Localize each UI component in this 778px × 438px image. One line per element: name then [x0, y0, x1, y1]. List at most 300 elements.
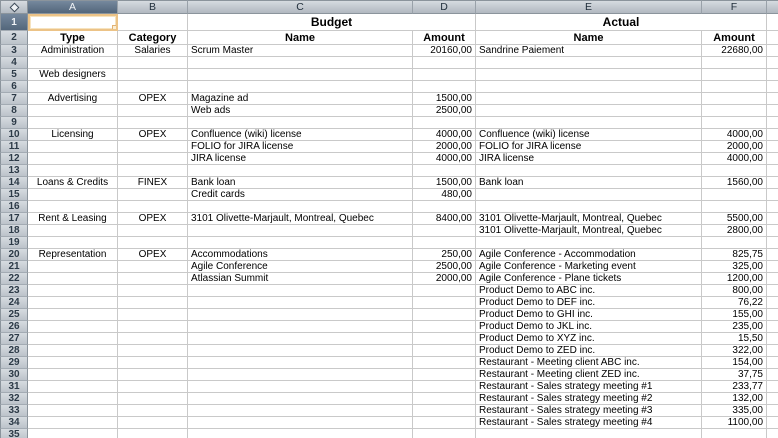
cell-E21[interactable]: Agile Conference - Marketing event: [476, 261, 702, 273]
cell-E31[interactable]: Restaurant - Sales strategy meeting #1: [476, 381, 702, 393]
cell-F30[interactable]: 37,75: [702, 369, 767, 381]
cell-C12[interactable]: JIRA license: [188, 153, 413, 165]
cell-A33[interactable]: [28, 405, 118, 417]
cell-B15[interactable]: [118, 189, 188, 201]
row-header-24[interactable]: 24: [0, 297, 28, 309]
row-header-2[interactable]: 2: [0, 31, 28, 45]
cell-C35[interactable]: [188, 429, 413, 438]
cell-E15[interactable]: [476, 189, 702, 201]
cell-C10[interactable]: Confluence (wiki) license: [188, 129, 413, 141]
spreadsheet-row-30: [0, 369, 778, 381]
cell-A11[interactable]: [28, 141, 118, 153]
cell-F3[interactable]: 22680,00: [702, 45, 767, 57]
cell-F23[interactable]: 800,00: [702, 285, 767, 297]
cell-B22[interactable]: [118, 273, 188, 285]
cell-B25[interactable]: [118, 309, 188, 321]
cell-D30[interactable]: [413, 369, 476, 381]
cell-B5[interactable]: [118, 69, 188, 81]
cell-B23[interactable]: [118, 285, 188, 297]
row-header-35[interactable]: 35: [0, 429, 28, 438]
cell-B21[interactable]: [118, 261, 188, 273]
cell-A35[interactable]: [28, 429, 118, 438]
cell-D18[interactable]: [413, 225, 476, 237]
cell-D31[interactable]: [413, 381, 476, 393]
cell-E19[interactable]: [476, 237, 702, 249]
cell-E35[interactable]: [476, 429, 702, 438]
cell-A26[interactable]: [28, 321, 118, 333]
cell-C9[interactable]: [188, 117, 413, 129]
cell-F14[interactable]: 1560,00: [702, 177, 767, 189]
cell-F18[interactable]: 2800,00: [702, 225, 767, 237]
spreadsheet-row-2: [0, 31, 778, 45]
cell-A3[interactable]: Administration: [28, 45, 118, 57]
row-header-34[interactable]: 34: [0, 417, 28, 429]
cell-D15[interactable]: 480,00: [413, 189, 476, 201]
cell-A32[interactable]: [28, 393, 118, 405]
cell-G32-partial[interactable]: [767, 393, 778, 405]
cell-G24-partial[interactable]: [767, 297, 778, 309]
cell-G22-partial[interactable]: [767, 273, 778, 285]
cell-G31-partial[interactable]: [767, 381, 778, 393]
cell-E6[interactable]: [476, 81, 702, 93]
cell-A21[interactable]: [28, 261, 118, 273]
cell-G21-partial[interactable]: [767, 261, 778, 273]
cell-D26[interactable]: [413, 321, 476, 333]
cell-D28[interactable]: [413, 345, 476, 357]
cell-D2-amount-title[interactable]: Amount: [413, 31, 476, 45]
row-header-30[interactable]: 30: [0, 369, 28, 381]
cell-C27[interactable]: [188, 333, 413, 345]
row-header-6[interactable]: 6: [0, 81, 28, 93]
cell-C19[interactable]: [188, 237, 413, 249]
row-header-29[interactable]: 29: [0, 357, 28, 369]
cell-B11[interactable]: [118, 141, 188, 153]
cell-D14[interactable]: 1500,00: [413, 177, 476, 189]
cell-G4-partial[interactable]: [767, 57, 778, 69]
cell-B29[interactable]: [118, 357, 188, 369]
cell-C22[interactable]: Atlassian Summit: [188, 273, 413, 285]
cell-G6-partial[interactable]: [767, 81, 778, 93]
cell-E26[interactable]: Product Demo to JKL inc.: [476, 321, 702, 333]
cell-A12[interactable]: [28, 153, 118, 165]
cell-B33[interactable]: [118, 405, 188, 417]
cell-G23-partial[interactable]: [767, 285, 778, 297]
cell-E11[interactable]: FOLIO for JIRA license: [476, 141, 702, 153]
cell-G26-partial[interactable]: [767, 321, 778, 333]
cell-F15[interactable]: [702, 189, 767, 201]
cell-G12-partial[interactable]: [767, 153, 778, 165]
cell-E14[interactable]: Bank loan: [476, 177, 702, 189]
cell-D22[interactable]: 2000,00: [413, 273, 476, 285]
cell-F32[interactable]: 132,00: [702, 393, 767, 405]
cell-G28-partial[interactable]: [767, 345, 778, 357]
cell-E10[interactable]: Confluence (wiki) license: [476, 129, 702, 141]
cell-A24[interactable]: [28, 297, 118, 309]
row-header-12[interactable]: 12: [0, 153, 28, 165]
cell-C4[interactable]: [188, 57, 413, 69]
cell-A13[interactable]: [28, 165, 118, 177]
cell-C20[interactable]: Accommodations: [188, 249, 413, 261]
cell-C14[interactable]: Bank loan: [188, 177, 413, 189]
cell-F16[interactable]: [702, 201, 767, 213]
cell-A22[interactable]: [28, 273, 118, 285]
spreadsheet-row-10: [0, 129, 778, 141]
cell-A20[interactable]: Representation: [28, 249, 118, 261]
row-header-13[interactable]: 13: [0, 165, 28, 177]
cell-G14-partial[interactable]: [767, 177, 778, 189]
cell-D7[interactable]: 1500,00: [413, 93, 476, 105]
cell-C2-name-title[interactable]: Name: [188, 31, 413, 45]
column-header-C[interactable]: C: [188, 0, 413, 14]
cell-C16[interactable]: [188, 201, 413, 213]
column-header-partial[interactable]: [767, 0, 778, 14]
spreadsheet-row-31: [0, 381, 778, 393]
cell-F8[interactable]: [702, 105, 767, 117]
row-header-10[interactable]: 10: [0, 129, 28, 141]
cell-D24[interactable]: [413, 297, 476, 309]
cell-C23[interactable]: [188, 285, 413, 297]
cell-G29-partial[interactable]: [767, 357, 778, 369]
row-header-26[interactable]: 26: [0, 321, 28, 333]
cell-F17[interactable]: 5500,00: [702, 213, 767, 225]
cell-F26[interactable]: 235,00: [702, 321, 767, 333]
cell-G17-partial[interactable]: [767, 213, 778, 225]
cell-D19[interactable]: [413, 237, 476, 249]
cell-G16-partial[interactable]: [767, 201, 778, 213]
cell-G33-partial[interactable]: [767, 405, 778, 417]
cell-G11-partial[interactable]: [767, 141, 778, 153]
cell-E2-name-title[interactable]: Name: [476, 31, 702, 45]
cell-F13[interactable]: [702, 165, 767, 177]
cell-G13-partial[interactable]: [767, 165, 778, 177]
cell-G35-partial[interactable]: [767, 429, 778, 438]
cell-G10-partial[interactable]: [767, 129, 778, 141]
cell-E5[interactable]: [476, 69, 702, 81]
cell-D11[interactable]: 2000,00: [413, 141, 476, 153]
cell-A25[interactable]: [28, 309, 118, 321]
cell-D13[interactable]: [413, 165, 476, 177]
row-header-31[interactable]: 31: [0, 381, 28, 393]
cell-F21[interactable]: 325,00: [702, 261, 767, 273]
row-header-7[interactable]: 7: [0, 93, 28, 105]
cell-F7[interactable]: [702, 93, 767, 105]
cell-C18[interactable]: [188, 225, 413, 237]
cell-E17[interactable]: 3101 Olivette-Marjault, Montreal, Quebec: [476, 213, 702, 225]
cell-F20[interactable]: 825,75: [702, 249, 767, 261]
cell-E4[interactable]: [476, 57, 702, 69]
cell-A10[interactable]: Licensing: [28, 129, 118, 141]
cell-C5[interactable]: [188, 69, 413, 81]
cell-D8[interactable]: 2500,00: [413, 105, 476, 117]
cell-D4[interactable]: [413, 57, 476, 69]
row-header-28[interactable]: 28: [0, 345, 28, 357]
cell-A14[interactable]: Loans & Credits: [28, 177, 118, 189]
cell-D9[interactable]: [413, 117, 476, 129]
cell-D6[interactable]: [413, 81, 476, 93]
cell-B31[interactable]: [118, 381, 188, 393]
cell-E25[interactable]: Product Demo to GHI inc.: [476, 309, 702, 321]
cell-G5-partial[interactable]: [767, 69, 778, 81]
cell-A2-type-title[interactable]: Type: [28, 31, 118, 45]
row-header-3[interactable]: 3: [0, 45, 28, 57]
row-header-20[interactable]: 20: [0, 249, 28, 261]
cell-F6[interactable]: [702, 81, 767, 93]
cell-F34[interactable]: 1100,00: [702, 417, 767, 429]
cell-B1[interactable]: [118, 14, 188, 31]
cell-D34[interactable]: [413, 417, 476, 429]
row-header-22[interactable]: 22: [0, 273, 28, 285]
spreadsheet-body: [0, 45, 778, 438]
cell-F33[interactable]: 335,00: [702, 405, 767, 417]
cell-E13[interactable]: [476, 165, 702, 177]
cell-B19[interactable]: [118, 237, 188, 249]
cell-C32[interactable]: [188, 393, 413, 405]
cell-E34[interactable]: Restaurant - Sales strategy meeting #4: [476, 417, 702, 429]
cell-B4[interactable]: [118, 57, 188, 69]
cell-E22[interactable]: Agile Conference - Plane tickets: [476, 273, 702, 285]
cell-C21[interactable]: Agile Conference: [188, 261, 413, 273]
cell-D27[interactable]: [413, 333, 476, 345]
cell-F2-amount-title[interactable]: Amount: [702, 31, 767, 45]
cell-A19[interactable]: [28, 237, 118, 249]
cell-B9[interactable]: [118, 117, 188, 129]
cell-C6[interactable]: [188, 81, 413, 93]
cell-C33[interactable]: [188, 405, 413, 417]
cell-E24[interactable]: Product Demo to DEF inc.: [476, 297, 702, 309]
cell-A28[interactable]: [28, 345, 118, 357]
cell-F4[interactable]: [702, 57, 767, 69]
cell-A5[interactable]: Web designers: [28, 69, 118, 81]
cell-B14[interactable]: FINEX: [118, 177, 188, 189]
cell-B6[interactable]: [118, 81, 188, 93]
column-header-E[interactable]: E: [476, 0, 702, 14]
cell-C29[interactable]: [188, 357, 413, 369]
cell-G20-partial[interactable]: [767, 249, 778, 261]
row-header-14[interactable]: 14: [0, 177, 28, 189]
cell-G19-partial[interactable]: [767, 237, 778, 249]
cell-C28[interactable]: [188, 345, 413, 357]
cell-G7-partial[interactable]: [767, 93, 778, 105]
cell-C17[interactable]: 3101 Olivette-Marjault, Montreal, Quebec: [188, 213, 413, 225]
cell-C11[interactable]: FOLIO for JIRA license: [188, 141, 413, 153]
cell-A1-selected[interactable]: [28, 14, 118, 31]
cell-E16[interactable]: [476, 201, 702, 213]
cell-C8[interactable]: Web ads: [188, 105, 413, 117]
cell-E9[interactable]: [476, 117, 702, 129]
cell-G27-partial[interactable]: [767, 333, 778, 345]
row-header-33[interactable]: 33: [0, 405, 28, 417]
cell-B2-category-title[interactable]: Category: [118, 31, 188, 45]
cell-B10[interactable]: OPEX: [118, 129, 188, 141]
row-header-32[interactable]: 32: [0, 393, 28, 405]
cell-C1-budget-group-header[interactable]: Budget: [188, 14, 476, 31]
row-header-21[interactable]: 21: [0, 261, 28, 273]
cell-E30[interactable]: Restaurant - Meeting client ZED inc.: [476, 369, 702, 381]
cell-E12[interactable]: JIRA license: [476, 153, 702, 165]
row-header-8[interactable]: 8: [0, 105, 28, 117]
cell-D10[interactable]: 4000,00: [413, 129, 476, 141]
column-header-B[interactable]: B: [118, 0, 188, 14]
cell-B18[interactable]: [118, 225, 188, 237]
cell-D12[interactable]: 4000,00: [413, 153, 476, 165]
cell-B8[interactable]: [118, 105, 188, 117]
cell-B27[interactable]: [118, 333, 188, 345]
spreadsheet-row-25: [0, 309, 778, 321]
column-header-F[interactable]: F: [702, 0, 767, 14]
column-header-A[interactable]: A: [28, 0, 118, 14]
cell-C26[interactable]: [188, 321, 413, 333]
cell-E23[interactable]: Product Demo to ABC inc.: [476, 285, 702, 297]
cell-B24[interactable]: [118, 297, 188, 309]
cell-G30-partial[interactable]: [767, 369, 778, 381]
cell-D25[interactable]: [413, 309, 476, 321]
cell-D17[interactable]: 8400,00: [413, 213, 476, 225]
cell-A31[interactable]: [28, 381, 118, 393]
spreadsheet-row-1: [0, 14, 778, 31]
row-header-4[interactable]: 4: [0, 57, 28, 69]
cell-A30[interactable]: [28, 369, 118, 381]
cell-E27[interactable]: Product Demo to XYZ inc.: [476, 333, 702, 345]
cell-B34[interactable]: [118, 417, 188, 429]
cell-G25-partial[interactable]: [767, 309, 778, 321]
cell-D16[interactable]: [413, 201, 476, 213]
cell-B35[interactable]: [118, 429, 188, 438]
diamond-icon: [9, 2, 19, 12]
cell-F24[interactable]: 76,22: [702, 297, 767, 309]
cell-B30[interactable]: [118, 369, 188, 381]
cell-B26[interactable]: [118, 321, 188, 333]
cell-A8[interactable]: [28, 105, 118, 117]
select-all-corner[interactable]: [0, 0, 28, 14]
cell-F12[interactable]: 4000,00: [702, 153, 767, 165]
cell-A7[interactable]: Advertising: [28, 93, 118, 105]
cell-C30[interactable]: [188, 369, 413, 381]
cell-A34[interactable]: [28, 417, 118, 429]
cell-E1-actual-group-header[interactable]: Actual: [476, 14, 767, 31]
cell-A9[interactable]: [28, 117, 118, 129]
cell-C3[interactable]: Scrum Master: [188, 45, 413, 57]
cell-D21[interactable]: 2500,00: [413, 261, 476, 273]
spreadsheet-row-13: [0, 165, 778, 177]
cell-E8[interactable]: [476, 105, 702, 117]
cell-A6[interactable]: [28, 81, 118, 93]
cell-A16[interactable]: [28, 201, 118, 213]
cell-A15[interactable]: [28, 189, 118, 201]
cell-F31[interactable]: 233,77: [702, 381, 767, 393]
cell-A18[interactable]: [28, 225, 118, 237]
cell-F5[interactable]: [702, 69, 767, 81]
cell-C7[interactable]: Magazine ad: [188, 93, 413, 105]
cell-D23[interactable]: [413, 285, 476, 297]
cell-C25[interactable]: [188, 309, 413, 321]
spreadsheet-row-17: [0, 213, 778, 225]
cell-B16[interactable]: [118, 201, 188, 213]
cell-B28[interactable]: [118, 345, 188, 357]
cell-F25[interactable]: 155,00: [702, 309, 767, 321]
cell-F27[interactable]: 15,50: [702, 333, 767, 345]
cell-G1-partial[interactable]: [767, 14, 778, 31]
cell-F9[interactable]: [702, 117, 767, 129]
row-header-25[interactable]: 25: [0, 309, 28, 321]
row-header-5[interactable]: 5: [0, 69, 28, 81]
cell-A29[interactable]: [28, 357, 118, 369]
cell-G34-partial[interactable]: [767, 417, 778, 429]
cell-E3[interactable]: Sandrine Paiement: [476, 45, 702, 57]
row-header-11[interactable]: 11: [0, 141, 28, 153]
cell-D32[interactable]: [413, 393, 476, 405]
row-header-27[interactable]: 27: [0, 333, 28, 345]
cell-F11[interactable]: 2000,00: [702, 141, 767, 153]
cell-E18[interactable]: 3101 Olivette-Marjault, Montreal, Quebec: [476, 225, 702, 237]
cell-F22[interactable]: 1200,00: [702, 273, 767, 285]
cell-F19[interactable]: [702, 237, 767, 249]
cell-B3[interactable]: Salaries: [118, 45, 188, 57]
cell-D29[interactable]: [413, 357, 476, 369]
cell-A4[interactable]: [28, 57, 118, 69]
cell-G2-partial[interactable]: [767, 31, 778, 45]
cell-C24[interactable]: [188, 297, 413, 309]
cell-E32[interactable]: Restaurant - Sales strategy meeting #2: [476, 393, 702, 405]
cell-E20[interactable]: Agile Conference - Accommodation: [476, 249, 702, 261]
cell-C15[interactable]: Credit cards: [188, 189, 413, 201]
spreadsheet-row-4: [0, 57, 778, 69]
cell-D5[interactable]: [413, 69, 476, 81]
cell-A27[interactable]: [28, 333, 118, 345]
cell-D3[interactable]: 20160,00: [413, 45, 476, 57]
spreadsheet-row-15: [0, 189, 778, 201]
spreadsheet-row-24: [0, 297, 778, 309]
row-header-17[interactable]: 17: [0, 213, 28, 225]
cell-C34[interactable]: [188, 417, 413, 429]
cell-G15-partial[interactable]: [767, 189, 778, 201]
cell-D20[interactable]: 250,00: [413, 249, 476, 261]
row-header-15[interactable]: 15: [0, 189, 28, 201]
cell-B7[interactable]: OPEX: [118, 93, 188, 105]
cell-F29[interactable]: 154,00: [702, 357, 767, 369]
cell-F35[interactable]: [702, 429, 767, 438]
cell-E33[interactable]: Restaurant - Sales strategy meeting #3: [476, 405, 702, 417]
cell-G8-partial[interactable]: [767, 105, 778, 117]
cell-B12[interactable]: [118, 153, 188, 165]
cell-B20[interactable]: OPEX: [118, 249, 188, 261]
cell-F28[interactable]: 322,00: [702, 345, 767, 357]
row-header-16[interactable]: 16: [0, 201, 28, 213]
row-header-1[interactable]: 1: [0, 14, 28, 31]
cell-B17[interactable]: OPEX: [118, 213, 188, 225]
cell-A17[interactable]: Rent & Leasing: [28, 213, 118, 225]
cell-D35[interactable]: [413, 429, 476, 438]
cell-A23[interactable]: [28, 285, 118, 297]
cell-E29[interactable]: Restaurant - Meeting client ABC inc.: [476, 357, 702, 369]
cell-D33[interactable]: [413, 405, 476, 417]
spreadsheet-row-20: [0, 249, 778, 261]
row-header-23[interactable]: 23: [0, 285, 28, 297]
column-header-D[interactable]: D: [413, 0, 476, 14]
cell-E7[interactable]: [476, 93, 702, 105]
row-header-19[interactable]: 19: [0, 237, 28, 249]
cell-E28[interactable]: Product Demo to ZED inc.: [476, 345, 702, 357]
cell-C13[interactable]: [188, 165, 413, 177]
cell-G3-partial[interactable]: [767, 45, 778, 57]
cell-G18-partial[interactable]: [767, 225, 778, 237]
cell-G9-partial[interactable]: [767, 117, 778, 129]
cell-F10[interactable]: 4000,00: [702, 129, 767, 141]
row-header-9[interactable]: 9: [0, 117, 28, 129]
cell-C31[interactable]: [188, 381, 413, 393]
cell-B32[interactable]: [118, 393, 188, 405]
cell-B13[interactable]: [118, 165, 188, 177]
row-header-18[interactable]: 18: [0, 225, 28, 237]
